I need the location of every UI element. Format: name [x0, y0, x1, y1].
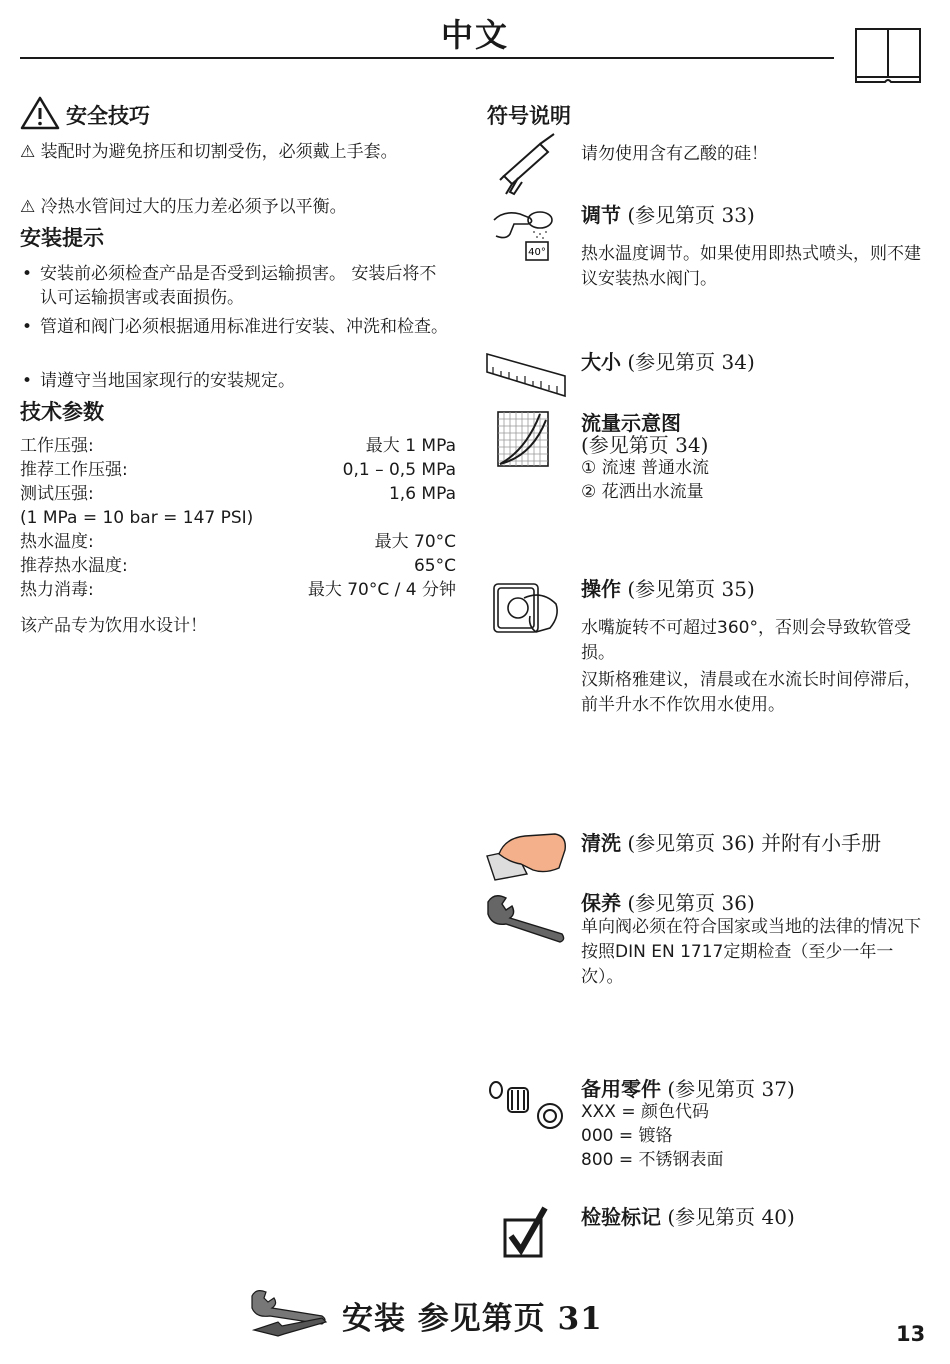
parts-heading: 备用零件 (参见第页 37)	[581, 1077, 795, 1101]
tools-icon	[248, 1286, 330, 1340]
parts-code-1: XXX = 颜色代码	[581, 1102, 709, 1122]
parts-code-3: 800 = 不锈钢表面	[581, 1150, 724, 1170]
flow-ref: (参见第页 34)	[581, 433, 709, 457]
flow-heading: 流量示意图	[581, 411, 681, 435]
safety-item-1: ⚠ 装配时为避免挤压和切割受伤，必须戴上手套。	[20, 142, 398, 162]
operate-heading: 操作 (参见第页 35)	[581, 577, 755, 601]
maint-text: 单向阀必须在符合国家或当地的法律的情况下按照DIN EN 1717定期检查（至少一年一次）。	[581, 917, 921, 987]
safety-heading: 安全技巧	[66, 103, 150, 128]
tech-heading: 技术参数	[20, 399, 104, 424]
maint-heading: 保养 (参见第页 36)	[581, 891, 755, 915]
adjust-heading: 调节 (参见第页 33)	[581, 203, 755, 227]
small-warning-icon: ⚠	[20, 142, 36, 162]
svg-text:40°: 40°	[528, 247, 546, 258]
knob-hand-icon	[490, 582, 562, 636]
cleaning-hand-icon	[485, 828, 569, 882]
flow-item-1: ① 流速 普通水流	[581, 458, 710, 478]
page-title: 中文	[440, 16, 509, 54]
install-reference: 安装 参见第页 31	[342, 1301, 603, 1337]
book-icon	[855, 28, 921, 84]
tech-row: 推荐热水温度: 65°C	[20, 556, 456, 576]
wrench-icon	[484, 892, 568, 944]
parts-code-2: 000 = 镀铬	[581, 1126, 673, 1146]
drinking-water-note: 该产品专为饮用水设计！	[20, 616, 207, 636]
install-tip-2: • 管道和阀门必须根据通用标准进行安装、冲洗和检查。	[22, 317, 448, 337]
install-tips-heading: 安装提示	[20, 225, 104, 250]
tech-row: 热力消毒: 最大 70°C / 4 分钟	[20, 580, 456, 600]
operate-text-1: 水嘴旋转不可超过360°，否则会导致软管受损。	[581, 618, 911, 663]
silicone-gun-icon	[492, 132, 562, 196]
silicone-warning: 请勿使用含有乙酸的硅！	[581, 144, 768, 164]
tech-row: 热水温度: 最大 70°C	[20, 532, 456, 552]
small-warning-icon: ⚠	[20, 197, 36, 217]
install-tip-3: • 请遵守当地国家现行的安装规定。	[22, 371, 295, 391]
spare-parts-icon	[486, 1076, 572, 1132]
safety-item-2: ⚠ 冷热水管间过大的压力差必须予以平衡。	[20, 197, 347, 217]
clean-heading: 清洗 (参见第页 36) 并附有小手册	[581, 831, 882, 855]
tech-row: 测试压强: 1,6 MPa	[20, 484, 456, 504]
tech-row: (1 MPa = 10 bar = 147 PSI)	[20, 508, 254, 528]
checkbox-checkmark-icon	[501, 1204, 551, 1260]
tech-row: 推荐工作压强: 0,1 – 0,5 MPa	[20, 460, 456, 480]
test-heading: 检验标记 (参见第页 40)	[581, 1205, 795, 1229]
page-number: 13	[896, 1322, 926, 1346]
adjust-text: 热水温度调节。如果使用即热式喷头，则不建议安装热水阀门。	[581, 244, 921, 289]
flow-diagram-icon	[496, 410, 550, 468]
flow-item-2: ② 花洒出水流量	[581, 482, 704, 502]
size-heading: 大小 (参见第页 34)	[581, 350, 755, 374]
warning-triangle-icon	[20, 96, 60, 130]
thermostat-hand-icon	[490, 206, 562, 266]
operate-text-2: 汉斯格雅建议，清晨或在水流长时间停滞后，前半升水不作饮用水使用。	[581, 670, 921, 715]
symbols-heading: 符号说明	[487, 103, 571, 128]
install-tip-1: • 安装前必须检查产品是否受到运输损害。 安装后将不认可运输损害或表面损伤。	[22, 264, 437, 308]
tech-row: 工作压强: 最大 1 MPa	[20, 436, 456, 456]
header-rule	[20, 57, 834, 59]
ruler-icon	[485, 350, 567, 398]
